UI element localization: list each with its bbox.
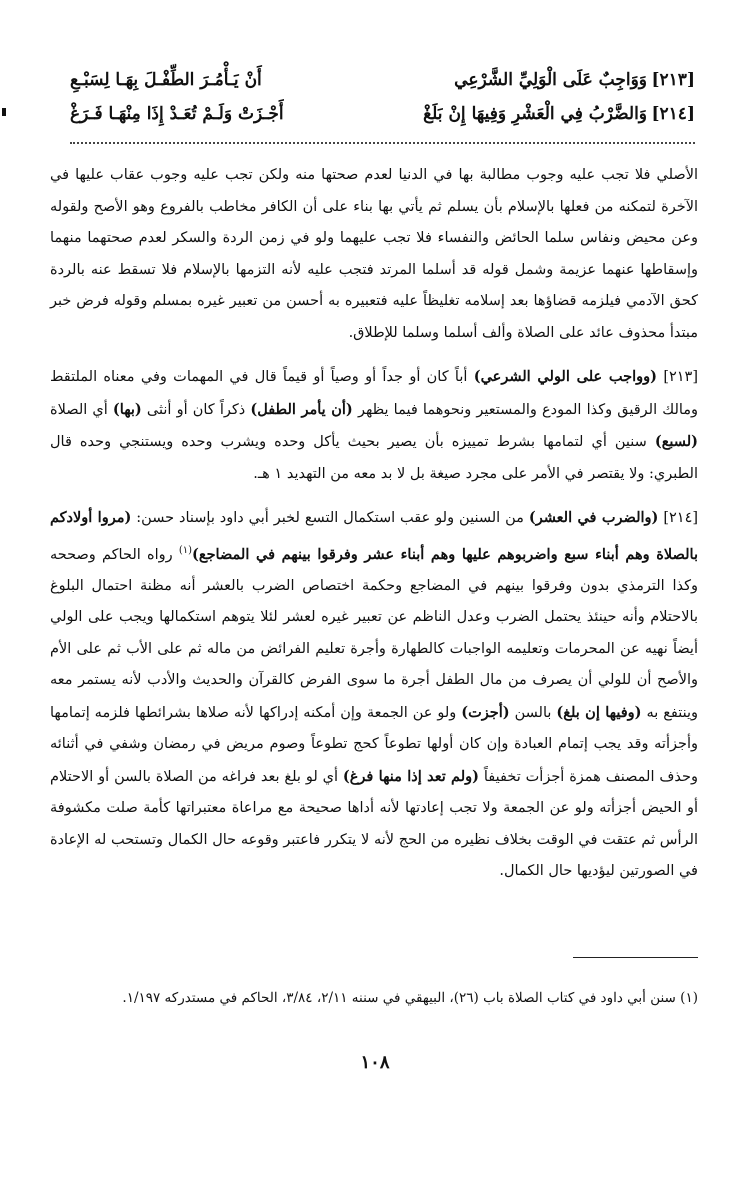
quoted-verse-phrase: (والضرب في العشر)	[528, 509, 659, 526]
quoted-verse-phrase: (وفيها إن بلغ)	[556, 703, 642, 721]
verse-213	[70, 70, 695, 104]
paragraph-number: [٢١٣]	[663, 369, 699, 385]
quoted-verse-phrase: (أن يأمر الطفل)	[250, 400, 353, 418]
verse-214	[70, 104, 695, 138]
verse-hemistich-first: وَالضَّرْبُ فِي الْعَشْرِ وَفِيهَا إِنْ بَلَغْ	[423, 104, 647, 124]
quoted-verse-phrase: (ولم تعد إذا منها فرغ)	[342, 767, 479, 785]
paragraph-213: [٢١٣] (وواجب على الولي الشرعي) أباً كان أو جداً أو وصياً أو قيماً قال في المهمات وفي معناه الملتقط ومالك الرقيق وكذا المودع والمستعير ونحوهما فيما يظهر (أن يأمر الطفل) ذكراً كان أو أنثى (بها) أي الصلاة (لسبع) سنين أي لتمامها بشرط تمييزه بأن يصير بحيث يأكل وحده ويشرب وحده ويستنجي وحده قال الطبري: ولا يقتصر في الأمر على مجرد صيغة بل لا بد معه من التهديد ١ هـ.	[50, 368, 699, 482]
verse-block	[70, 70, 695, 138]
quoted-verse-phrase: (وواجب على الولي الشرعي)	[473, 368, 657, 385]
footnote-number: (١)	[680, 990, 698, 1006]
hadith-quote: (مروا أولادكم بالصلاة وهم أبناء سبع واضربوهم عليها وهم أبناء عشر وفرقوا بينهم في المضاجع)	[50, 509, 699, 563]
verse-hemistich-first: وَوَاجِبٌ عَلَى الْوَلِيِّ الشَّرْعِي	[454, 70, 647, 90]
paragraph-214: [٢١٤] (والضرب في العشر) من السنين ولو عقب استكمال التسع لخبر أبي داود بإسناد حسن: (مروا أولادكم بالصلاة وهم أبناء سبع واضربوهم عليها وهم أبناء عشر وفرقوا بينهم في المضاجع)$^{(١)}$ رواه الحاكم وصححه وكذا الترمذي بدون وفرقوا بينهم في المضاجع وحكمة اختصاص الضرب بالعشر أنه مظنة احتمال البلوغ بالاحتلام وأنه حينئذ يحتمل الضرب وعدل الناظم عن تعبير غيره لعشر لئلا يتوهم استكمالها ويجب على الولي أيضاً نهيه عن المحرمات وتعليمه الواجبات كالطهارة وأجرة تعليم الفرائض من ماله ثم على الأب ثم على الأم والأصح أن للولي أن يصرف من مال الطفل أجرة ما سوى الفرض كالقرآن والحديث والأدب لأنه يستمر معه وينتفع به (وفيها إن بلغ) بالسن (أجزت) ولو عن الجمعة وإن أمكنه إدراكها لأنه صلاها بشرائطها فلزمه إتمامها وأجزأته وقد يجب إتمام العبادة وإن كان أولها تطوعاً كحج تطوعاً وصوم مريض في رمضان وشفي في أثنائه وحذف المصنف همزة أجزأت تخفيفاً (ولم تعد إذا منها فرغ) أي لو بلغ بعد فراغه من الصلاة بالسن أو الاحتلام أو الحيض أجزأته ولو عن الجمعة ولا تجب إعادتها لأنه أداها صحيحة مع مراعاة معتبراتها كأمة صلت مكشوفة الرأس ثم عتقت في الوقت بخلاف نظيره من الحج لأنه لا يتكرر فاعتبر وقوعه حال الكمال وتستحب له الإعادة في الصورتين ليؤديها حال الكمال.	[50, 509, 699, 880]
page-number: ١٠٨	[360, 1052, 390, 1073]
verse-hemistich-second: أَنْ يَـأْمُـرَ الطِّفْـلَ بِهَـا لِسَبْـعِ	[70, 70, 262, 90]
dotted-separator	[70, 142, 695, 146]
quoted-verse-phrase: (بها)	[112, 400, 142, 418]
quoted-verse-phrase: (لسبع)	[654, 433, 699, 450]
quoted-verse-phrase: (أجزت)	[461, 703, 510, 721]
paragraph-continuation: الأصلي فلا تجب عليه وجوب مطالبة بها في الدنيا لعدم صحتها منه ولكن تجب عليه وجوب عقاب عليها في الآخرة لتمكنه من فعلها بالإسلام بأن يسلم ثم يأتي بها بناء على أن الكافر مخاطب بالفروع وهو الأصح ولقوله وعن محيض ونفاس سلما الحائض والنفساء فلا تجب عليهما ولو في زمن الردة والسكر لعدم صحتهما منهما وإسقاطها عنهما عزيمة وشمل قوله قد أسلما المرتد فتجب عليه لأنه التزمها بالإسلام فلا تسقط عنه بالردة كحق الآدمي فيلزمه قضاؤها بعد إسلامه تغليظاً عليه فتعبيره به أحسن من تعبير غيره بمسلم وقوله فرض خبر مبتدأ محذوف عائد على الصلاة وألف أسلما وسلما للإطلاق.	[50, 167, 698, 341]
verse-number: [٢١٣]	[651, 70, 695, 90]
footnote-reference[interactable]: (١)	[178, 544, 192, 556]
footnote	[50, 985, 698, 1011]
margin-mark	[2, 108, 6, 116]
paragraph-number: [٢١٤]	[663, 510, 699, 526]
commentary-text	[50, 160, 698, 900]
verse-number: [٢١٤]	[651, 104, 695, 124]
footnote-divider	[573, 957, 698, 958]
verse-hemistich-second: أَجْـزَتْ وَلَـمْ تُعَـدْ إِذَا مِنْهَـا فَـرَغْ	[70, 104, 284, 124]
footnote-text: سنن أبي داود في كتاب الصلاة باب (٢٦)، البيهقي في سننه ٢/١١، ٣/٨٤، الحاكم في مستدركه ١/١٩٧.	[122, 990, 676, 1006]
